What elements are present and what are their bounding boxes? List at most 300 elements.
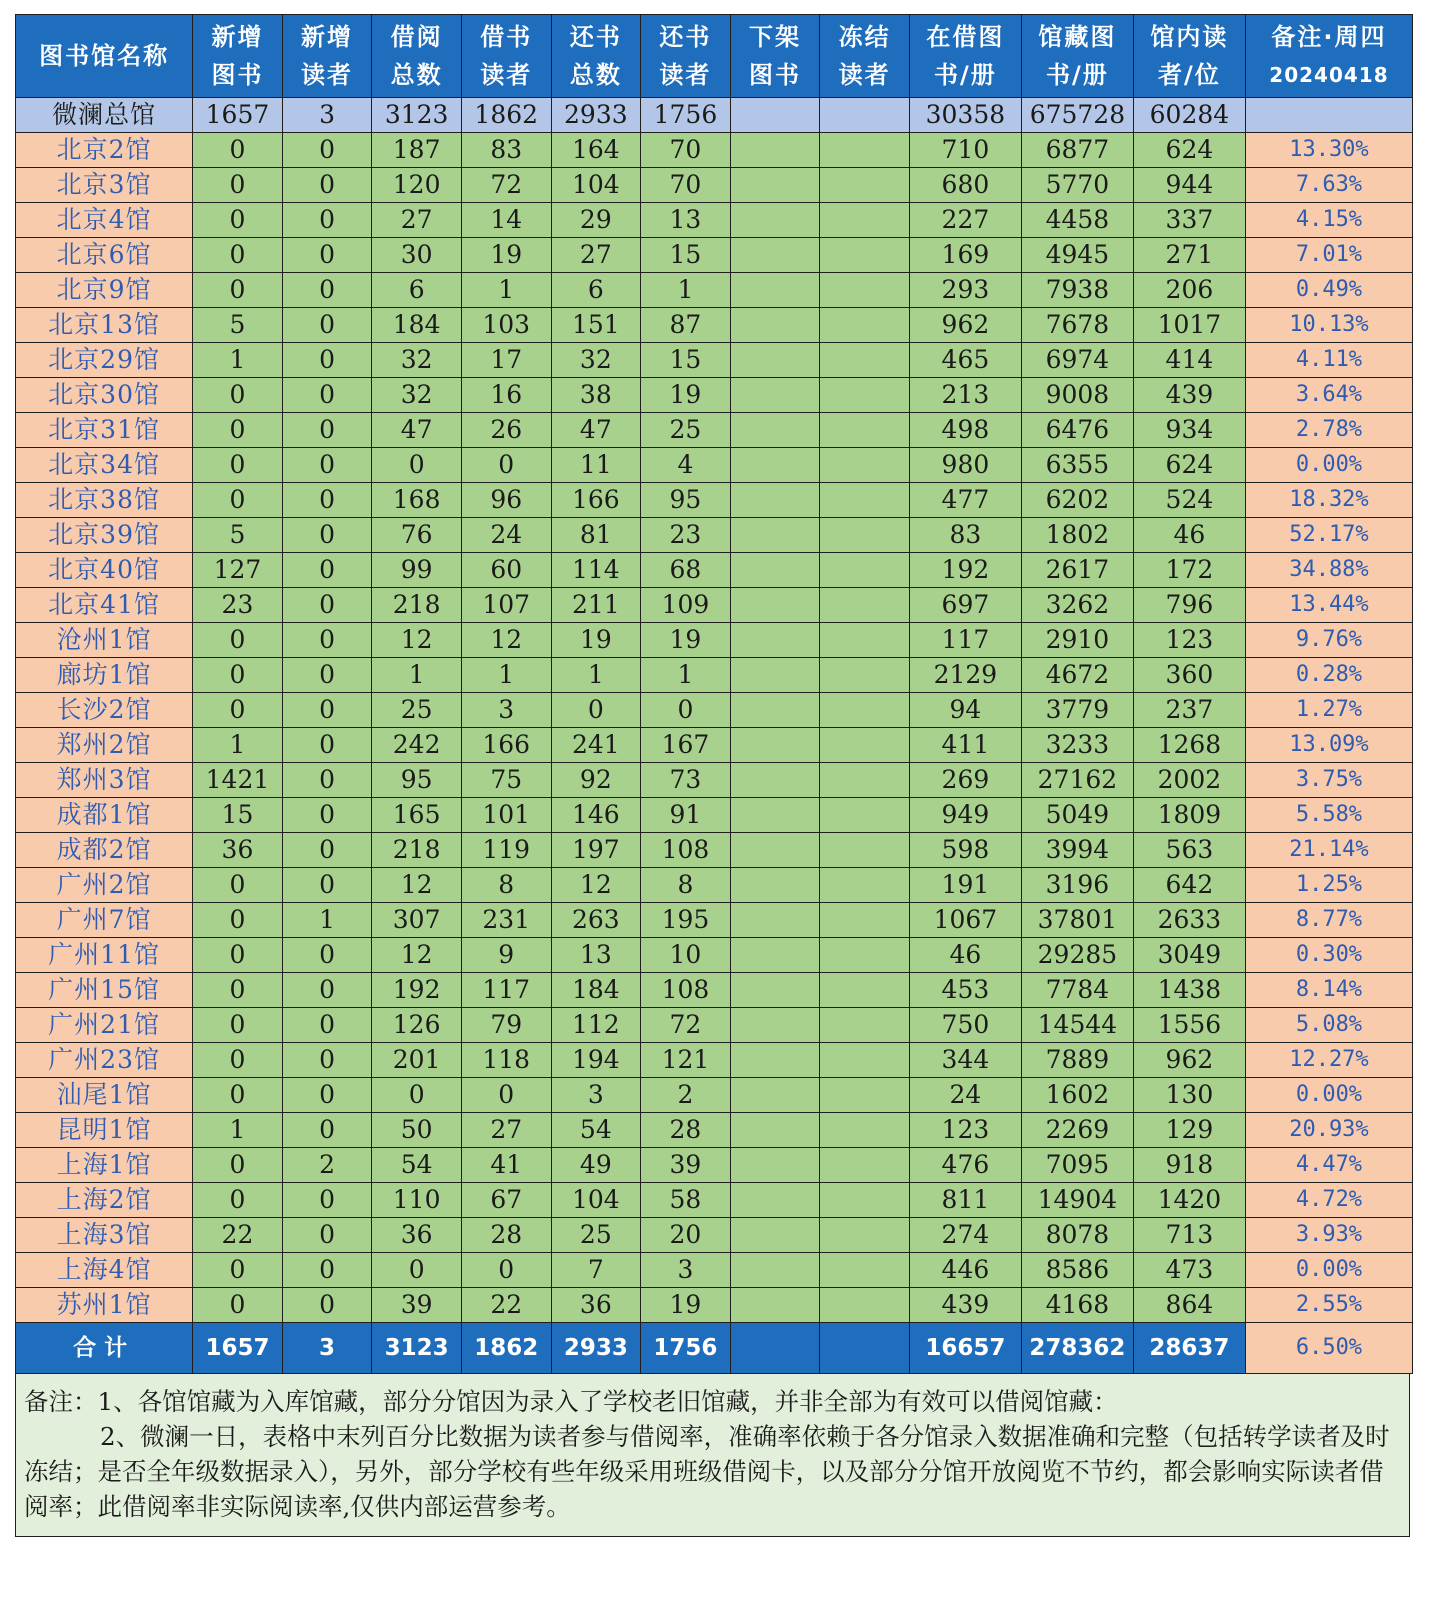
stat-cell: 184 <box>551 973 641 1008</box>
stat-cell: 918 <box>1133 1148 1245 1183</box>
stat-cell: 796 <box>1133 588 1245 623</box>
stat-cell: 6202 <box>1021 483 1133 518</box>
header-text: 新增 <box>301 23 354 51</box>
stat-cell: 0 <box>282 133 372 168</box>
table-row <box>16 1148 1413 1183</box>
stat-cell: 4168 <box>1021 1288 1133 1323</box>
library-name-cell: 广州2馆 <box>16 868 193 903</box>
library-name-cell: 苏州1馆 <box>16 1288 193 1323</box>
borrow-rate-cell: 12.27% <box>1245 1043 1412 1078</box>
stat-cell: 0 <box>193 1043 283 1078</box>
stat-cell: 0 <box>282 273 372 308</box>
stat-cell: 227 <box>909 203 1021 238</box>
library-name-cell: 微澜总馆 <box>16 98 193 133</box>
stat-cell <box>730 1043 820 1078</box>
stat-cell <box>730 1253 820 1288</box>
stat-cell: 197 <box>551 833 641 868</box>
stat-cell: 0 <box>372 448 462 483</box>
stat-cell <box>730 973 820 1008</box>
stat-cell <box>820 308 910 343</box>
column-header <box>16 15 193 98</box>
stat-cell: 68 <box>641 553 731 588</box>
stat-cell: 962 <box>1133 1043 1245 1078</box>
borrow-rate-cell: 10.13% <box>1245 308 1412 343</box>
stat-cell: 13 <box>551 938 641 973</box>
stat-cell: 83 <box>461 133 551 168</box>
stat-cell: 624 <box>1133 448 1245 483</box>
stat-cell <box>730 378 820 413</box>
stat-cell: 16 <box>461 378 551 413</box>
stat-cell: 206 <box>1133 273 1245 308</box>
stat-cell: 67 <box>461 1183 551 1218</box>
table-row <box>16 1253 1413 1288</box>
stat-cell: 7889 <box>1021 1043 1133 1078</box>
stat-cell: 27 <box>372 203 462 238</box>
stat-cell: 3 <box>282 98 372 133</box>
stat-cell: 0 <box>282 413 372 448</box>
table-row <box>16 658 1413 693</box>
stat-cell <box>820 763 910 798</box>
table-row <box>16 1078 1413 1113</box>
stat-cell <box>820 98 910 133</box>
library-name-cell: 北京6馆 <box>16 238 193 273</box>
stat-cell <box>820 833 910 868</box>
stat-cell <box>730 308 820 343</box>
stat-cell: 30 <box>372 238 462 273</box>
stat-cell: 19 <box>641 378 731 413</box>
stat-cell: 439 <box>909 1288 1021 1323</box>
stat-cell: 0 <box>193 693 283 728</box>
library-name-cell: 广州15馆 <box>16 973 193 1008</box>
stat-cell: 2002 <box>1133 763 1245 798</box>
stat-cell: 962 <box>909 308 1021 343</box>
stat-cell <box>730 1183 820 1218</box>
stat-cell <box>820 1043 910 1078</box>
stat-cell: 117 <box>461 973 551 1008</box>
stat-cell: 0 <box>193 273 283 308</box>
table-row <box>16 1008 1413 1043</box>
stat-cell: 5 <box>193 518 283 553</box>
stat-cell: 32 <box>372 343 462 378</box>
header-text: 借阅 <box>390 23 443 51</box>
stat-cell: 54 <box>372 1148 462 1183</box>
stat-cell: 624 <box>1133 133 1245 168</box>
stat-cell: 117 <box>909 623 1021 658</box>
header-text: 借书 <box>480 23 533 51</box>
borrow-rate-cell: 13.09% <box>1245 728 1412 763</box>
stat-cell: 0 <box>282 763 372 798</box>
stat-cell <box>730 833 820 868</box>
stat-cell <box>820 1288 910 1323</box>
stat-cell: 39 <box>372 1288 462 1323</box>
stat-cell: 6 <box>372 273 462 308</box>
borrow-rate-cell: 0.49% <box>1245 273 1412 308</box>
stat-cell: 47 <box>551 413 641 448</box>
table-row <box>16 1183 1413 1218</box>
stat-cell: 0 <box>282 1043 372 1078</box>
borrow-rate-cell: 1.27% <box>1245 693 1412 728</box>
stat-cell: 0 <box>282 1288 372 1323</box>
stat-cell: 87 <box>641 308 731 343</box>
header-text: 读者 <box>659 61 712 89</box>
stat-cell: 934 <box>1133 413 1245 448</box>
stat-cell: 0 <box>461 448 551 483</box>
column-header <box>1245 15 1412 98</box>
stat-cell: 112 <box>551 1008 641 1043</box>
stat-cell: 642 <box>1133 868 1245 903</box>
stat-cell: 15 <box>641 343 731 378</box>
stat-cell: 1862 <box>461 98 551 133</box>
header-text: 新增 <box>211 23 264 51</box>
stat-cell: 446 <box>909 1253 1021 1288</box>
stat-cell: 1 <box>641 273 731 308</box>
stat-cell <box>730 1218 820 1253</box>
stat-cell: 2910 <box>1021 623 1133 658</box>
stat-cell: 192 <box>909 553 1021 588</box>
stat-cell: 3233 <box>1021 728 1133 763</box>
stat-cell: 20 <box>641 1218 731 1253</box>
stat-cell: 6877 <box>1021 133 1133 168</box>
table-row <box>16 203 1413 238</box>
stat-cell: 0 <box>193 1253 283 1288</box>
stat-cell: 107 <box>461 588 551 623</box>
borrow-rate-cell: 9.76% <box>1245 623 1412 658</box>
header-text: 馆藏图 <box>1038 23 1117 51</box>
stat-cell: 1017 <box>1133 308 1245 343</box>
stat-cell: 36 <box>193 833 283 868</box>
stat-cell: 50 <box>372 1113 462 1148</box>
stat-cell: 0 <box>282 1218 372 1253</box>
stat-cell <box>730 553 820 588</box>
stat-cell: 10 <box>641 938 731 973</box>
stat-cell: 96 <box>461 483 551 518</box>
library-name-cell: 上海1馆 <box>16 1148 193 1183</box>
stat-cell <box>820 273 910 308</box>
table-body <box>16 98 1413 1374</box>
table-row <box>16 483 1413 518</box>
stat-cell <box>730 938 820 973</box>
borrow-rate-cell: 13.44% <box>1245 588 1412 623</box>
table-row <box>16 693 1413 728</box>
total-cell: 278362 <box>1021 1323 1133 1374</box>
stat-cell: 28 <box>461 1218 551 1253</box>
stat-cell: 1 <box>461 273 551 308</box>
stat-cell <box>820 623 910 658</box>
total-rate-cell: 6.50% <box>1245 1323 1412 1374</box>
stat-cell <box>820 938 910 973</box>
library-name-cell: 北京13馆 <box>16 308 193 343</box>
stat-cell <box>730 168 820 203</box>
stat-cell: 0 <box>193 1008 283 1043</box>
stat-cell: 0 <box>193 973 283 1008</box>
stat-cell: 476 <box>909 1148 1021 1183</box>
total-cell <box>730 1323 820 1374</box>
stat-cell: 218 <box>372 588 462 623</box>
stat-cell <box>730 273 820 308</box>
borrow-rate-cell: 20.93% <box>1245 1113 1412 1148</box>
stat-cell: 19 <box>641 623 731 658</box>
stat-cell: 46 <box>1133 518 1245 553</box>
stat-cell <box>820 868 910 903</box>
stat-cell: 15 <box>641 238 731 273</box>
stat-cell <box>820 553 910 588</box>
stat-cell: 0 <box>282 553 372 588</box>
borrow-rate-cell: 34.88% <box>1245 553 1412 588</box>
stat-cell <box>820 973 910 1008</box>
stat-cell: 104 <box>551 1183 641 1218</box>
library-name-cell: 北京3馆 <box>16 168 193 203</box>
column-header <box>820 15 910 98</box>
stat-cell: 7938 <box>1021 273 1133 308</box>
library-name-cell: 北京30馆 <box>16 378 193 413</box>
stat-cell: 0 <box>282 658 372 693</box>
stat-cell: 0 <box>193 168 283 203</box>
header-text: 书/册 <box>934 61 997 89</box>
stat-cell: 0 <box>282 378 372 413</box>
borrow-rate-cell: 3.75% <box>1245 763 1412 798</box>
stat-cell: 201 <box>372 1043 462 1078</box>
library-name-cell: 北京38馆 <box>16 483 193 518</box>
stat-cell: 9008 <box>1021 378 1133 413</box>
stat-cell: 118 <box>461 1043 551 1078</box>
stat-cell: 92 <box>551 763 641 798</box>
stat-cell: 0 <box>282 238 372 273</box>
stat-cell <box>730 1078 820 1113</box>
stat-cell: 12 <box>372 938 462 973</box>
stat-cell: 54 <box>551 1113 641 1148</box>
stat-cell: 15 <box>193 798 283 833</box>
stat-cell: 95 <box>641 483 731 518</box>
total-cell: 3123 <box>372 1323 462 1374</box>
stat-cell: 7784 <box>1021 973 1133 1008</box>
stat-cell: 26 <box>461 413 551 448</box>
note-line-2: 2、微澜一日，表格中末列百分比数据为读者参与借阅率，准确率依赖于各分馆录入数据准确和完整（包括转学读者及时冻结；是否全年级数据录入），另外，部分学校有些年级采用班级借阅卡，以及部分分馆开放阅览不节约，都会影响实际读者借阅率；此借阅率非实际阅读率,仅供内部运营参考。 <box>24 1422 1390 1521</box>
stat-cell: 3 <box>551 1078 641 1113</box>
stat-cell: 0 <box>193 133 283 168</box>
stat-cell: 101 <box>461 798 551 833</box>
stat-cell <box>730 868 820 903</box>
stat-cell: 8 <box>461 868 551 903</box>
table-row <box>16 833 1413 868</box>
stat-cell: 12 <box>372 868 462 903</box>
stat-cell: 1 <box>193 343 283 378</box>
library-name-cell: 郑州3馆 <box>16 763 193 798</box>
stat-cell <box>730 238 820 273</box>
stat-cell: 414 <box>1133 343 1245 378</box>
stat-cell: 73 <box>641 763 731 798</box>
stat-cell: 24 <box>461 518 551 553</box>
borrow-rate-cell: 0.28% <box>1245 658 1412 693</box>
table-row <box>16 378 1413 413</box>
header-text: 还书 <box>659 23 712 51</box>
stat-cell: 4 <box>641 448 731 483</box>
stat-cell: 8078 <box>1021 1218 1133 1253</box>
stat-cell: 1268 <box>1133 728 1245 763</box>
table-row <box>16 343 1413 378</box>
stat-cell: 439 <box>1133 378 1245 413</box>
stat-cell: 36 <box>372 1218 462 1253</box>
table-row <box>16 273 1413 308</box>
stat-cell: 0 <box>551 693 641 728</box>
stat-cell: 1802 <box>1021 518 1133 553</box>
borrow-rate-cell: 0.30% <box>1245 938 1412 973</box>
stat-cell <box>820 1183 910 1218</box>
stat-cell: 2129 <box>909 658 1021 693</box>
stat-cell: 307 <box>372 903 462 938</box>
stat-cell: 28 <box>641 1113 731 1148</box>
stat-cell: 23 <box>193 588 283 623</box>
stat-cell: 32 <box>551 343 641 378</box>
library-name-cell: 北京31馆 <box>16 413 193 448</box>
column-header <box>372 15 462 98</box>
stat-cell: 563 <box>1133 833 1245 868</box>
stat-cell: 271 <box>1133 238 1245 273</box>
borrow-rate-cell <box>1245 98 1412 133</box>
borrow-rate-cell: 5.08% <box>1245 1008 1412 1043</box>
stat-cell: 337 <box>1133 203 1245 238</box>
borrow-rate-cell: 5.58% <box>1245 798 1412 833</box>
borrow-rate-cell: 3.93% <box>1245 1218 1412 1253</box>
stat-cell: 697 <box>909 588 1021 623</box>
stat-cell: 360 <box>1133 658 1245 693</box>
column-header <box>193 15 283 98</box>
stat-cell: 129 <box>1133 1113 1245 1148</box>
stat-cell: 165 <box>372 798 462 833</box>
stat-cell: 121 <box>641 1043 731 1078</box>
stat-cell: 104 <box>551 168 641 203</box>
borrow-rate-cell: 21.14% <box>1245 833 1412 868</box>
stat-cell: 12 <box>372 623 462 658</box>
stat-cell: 27 <box>551 238 641 273</box>
stat-cell: 22 <box>461 1288 551 1323</box>
borrow-rate-cell: 7.63% <box>1245 168 1412 203</box>
stat-cell: 23 <box>641 518 731 553</box>
table-row <box>16 938 1413 973</box>
stat-cell <box>730 413 820 448</box>
stat-cell: 29285 <box>1021 938 1133 973</box>
stat-cell <box>820 378 910 413</box>
stat-cell: 344 <box>909 1043 1021 1078</box>
stat-cell: 72 <box>461 168 551 203</box>
borrow-rate-cell: 4.15% <box>1245 203 1412 238</box>
stat-cell: 3123 <box>372 98 462 133</box>
stat-cell: 8 <box>641 868 731 903</box>
column-header <box>1021 15 1133 98</box>
total-row <box>16 1323 1413 1374</box>
stat-cell: 39 <box>641 1148 731 1183</box>
stat-cell: 1809 <box>1133 798 1245 833</box>
stat-cell: 27 <box>461 1113 551 1148</box>
stat-cell: 3196 <box>1021 868 1133 903</box>
borrow-rate-cell: 7.01% <box>1245 238 1412 273</box>
stat-cell <box>730 1148 820 1183</box>
stat-cell: 864 <box>1133 1288 1245 1323</box>
borrow-rate-cell: 4.11% <box>1245 343 1412 378</box>
stat-cell <box>730 343 820 378</box>
stat-cell: 0 <box>282 1253 372 1288</box>
stat-cell: 5049 <box>1021 798 1133 833</box>
stat-cell: 0 <box>282 168 372 203</box>
stat-cell: 1556 <box>1133 1008 1245 1043</box>
header-text: 读者 <box>301 61 354 89</box>
total-label: 合计 <box>16 1323 193 1374</box>
stat-cell: 598 <box>909 833 1021 868</box>
stat-cell <box>730 1008 820 1043</box>
stat-cell <box>730 728 820 763</box>
stat-cell: 81 <box>551 518 641 553</box>
stat-cell: 114 <box>551 553 641 588</box>
stat-cell: 99 <box>372 553 462 588</box>
stat-cell <box>730 763 820 798</box>
stat-cell: 70 <box>641 133 731 168</box>
stat-cell: 2633 <box>1133 903 1245 938</box>
stat-cell: 7095 <box>1021 1148 1133 1183</box>
header-text: 在借图 <box>926 23 1005 51</box>
stat-cell: 12 <box>551 868 641 903</box>
library-name-cell: 北京39馆 <box>16 518 193 553</box>
stat-cell: 32 <box>372 378 462 413</box>
library-name-cell: 郑州2馆 <box>16 728 193 763</box>
stat-cell: 172 <box>1133 553 1245 588</box>
stat-cell: 83 <box>909 518 1021 553</box>
stat-cell: 0 <box>282 833 372 868</box>
stat-cell <box>730 518 820 553</box>
stat-cell: 3049 <box>1133 938 1245 973</box>
stat-cell <box>730 203 820 238</box>
stat-cell: 6476 <box>1021 413 1133 448</box>
library-name-cell: 北京29馆 <box>16 343 193 378</box>
borrow-rate-cell: 2.78% <box>1245 413 1412 448</box>
stat-cell: 58 <box>641 1183 731 1218</box>
stat-cell: 17 <box>461 343 551 378</box>
stat-cell: 47 <box>372 413 462 448</box>
stat-cell <box>820 168 910 203</box>
borrow-rate-cell: 3.64% <box>1245 378 1412 413</box>
library-name-cell: 上海2馆 <box>16 1183 193 1218</box>
stat-cell: 0 <box>282 203 372 238</box>
library-name-cell: 长沙2馆 <box>16 693 193 728</box>
library-name-cell: 北京40馆 <box>16 553 193 588</box>
stat-cell: 130 <box>1133 1078 1245 1113</box>
stat-cell: 194 <box>551 1043 641 1078</box>
stat-cell <box>730 133 820 168</box>
stat-cell: 0 <box>193 1183 283 1218</box>
header-text: 书/册 <box>1046 61 1109 89</box>
stat-cell: 46 <box>909 938 1021 973</box>
library-name-cell: 汕尾1馆 <box>16 1078 193 1113</box>
stat-cell: 6 <box>551 273 641 308</box>
stat-cell <box>820 728 910 763</box>
stat-cell: 37801 <box>1021 903 1133 938</box>
borrow-rate-cell: 52.17% <box>1245 518 1412 553</box>
stat-cell: 0 <box>282 938 372 973</box>
stat-cell: 8586 <box>1021 1253 1133 1288</box>
total-cell: 3 <box>282 1323 372 1374</box>
stat-cell: 22 <box>193 1218 283 1253</box>
stat-cell: 0 <box>282 1183 372 1218</box>
stat-cell: 453 <box>909 973 1021 1008</box>
table-row <box>16 868 1413 903</box>
stat-cell: 14 <box>461 203 551 238</box>
stat-cell: 79 <box>461 1008 551 1043</box>
stat-cell <box>730 448 820 483</box>
stat-cell: 119 <box>461 833 551 868</box>
stat-cell: 19 <box>461 238 551 273</box>
stat-cell: 211 <box>551 588 641 623</box>
header-text: 总数 <box>390 61 443 89</box>
header-text: 读者 <box>480 61 533 89</box>
stat-cell <box>730 693 820 728</box>
